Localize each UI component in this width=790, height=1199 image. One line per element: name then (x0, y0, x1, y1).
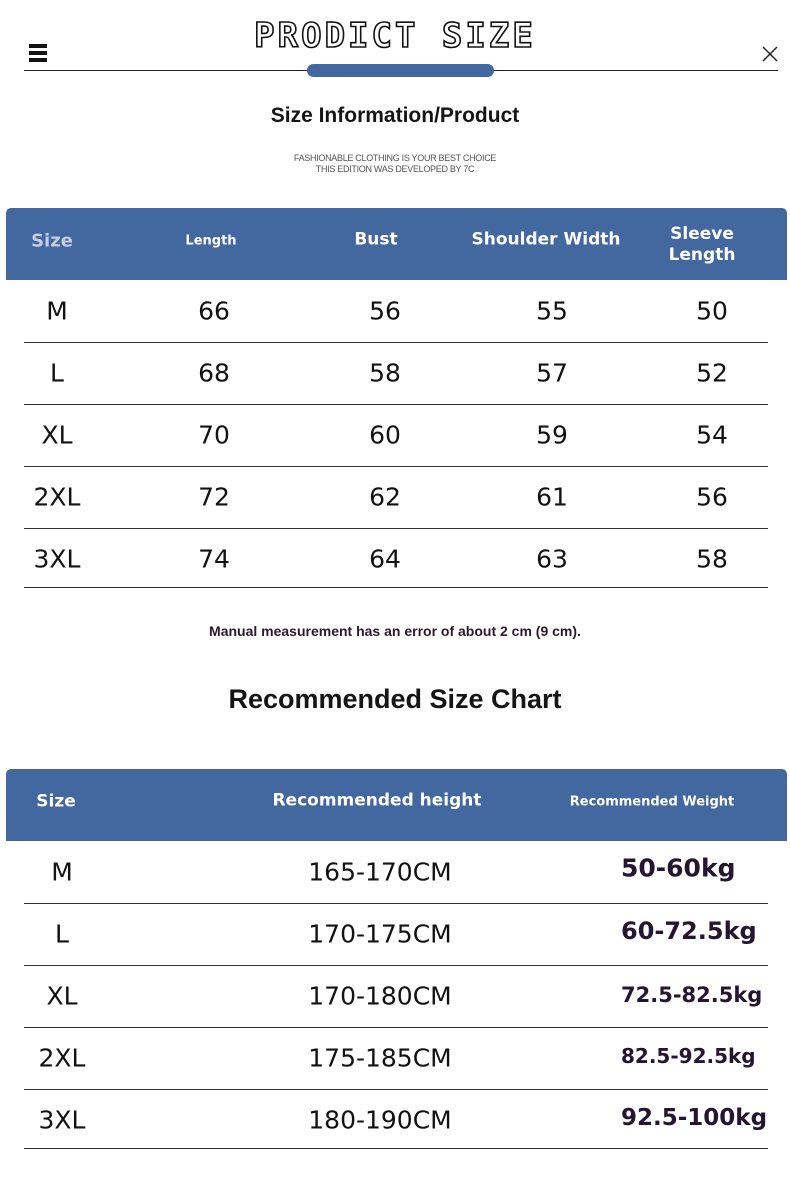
height-cell: 175-185CM (308, 1043, 452, 1073)
length-cell: 70 (198, 420, 230, 450)
header-recommended-height: Recommended height (272, 790, 482, 811)
page-title: PRODICT SIZE (254, 16, 536, 56)
bust-cell: 62 (369, 482, 401, 512)
height-cell: 170-180CM (308, 981, 452, 1011)
sleeve-cell: 56 (696, 482, 728, 512)
header-length: Length (185, 233, 237, 249)
shoulder-cell: 59 (536, 420, 568, 450)
length-cell: 74 (198, 544, 230, 574)
sleeve-cell: 52 (696, 358, 728, 388)
shoulder-cell: 57 (536, 358, 568, 388)
table-row (24, 1089, 768, 1149)
size-info-title: Size Information/Product (270, 104, 520, 127)
shoulder-cell: 63 (536, 544, 568, 574)
bust-cell: 64 (369, 544, 401, 574)
header-recommended-weight: Recommended Weight (569, 794, 735, 810)
header-size: Size (31, 230, 73, 252)
menu-icon[interactable] (29, 44, 47, 62)
size-cell: L (50, 358, 64, 388)
size-info-subtitle-1: FASHIONABLE CLOTHING IS YOUR BEST CHOICE (293, 153, 497, 163)
sleeve-cell: 54 (696, 420, 728, 450)
table-row (24, 965, 768, 1028)
height-cell: 170-175CM (308, 919, 452, 949)
size-cell: M (46, 296, 68, 326)
header-bust: Bust (354, 229, 398, 250)
sleeve-cell: 58 (696, 544, 728, 574)
length-cell: 72 (198, 482, 230, 512)
weight-cell: 60-72.5kg (621, 917, 757, 945)
size-cell: XL (46, 981, 78, 1011)
weight-cell: 72.5-82.5kg (621, 983, 763, 1007)
bust-cell: 60 (369, 420, 401, 450)
height-cell: 165-170CM (308, 857, 452, 887)
size-cell: 2XL (33, 482, 81, 512)
table-row (24, 841, 768, 904)
size-table-header (6, 208, 787, 280)
size-cell: 3XL (33, 544, 81, 574)
table-row (24, 1027, 768, 1090)
table-row (24, 528, 768, 588)
header-size: Size (36, 791, 76, 812)
size-info-subtitle-2: THIS EDITION WAS DEVELOPED BY 7C (315, 164, 475, 174)
weight-cell: 50-60kg (621, 853, 736, 883)
table-row (24, 342, 768, 405)
measurement-note: Manual measurement has an error of about 2 cm (9 cm). (209, 623, 581, 639)
sleeve-cell: 50 (696, 296, 728, 326)
bust-cell: 56 (369, 296, 401, 326)
close-icon[interactable] (761, 45, 779, 63)
size-cell: 3XL (38, 1105, 86, 1135)
header-accent-bar (307, 64, 494, 77)
length-cell: 68 (198, 358, 230, 388)
table-row (24, 466, 768, 529)
size-cell: 2XL (38, 1043, 86, 1073)
size-cell: M (51, 857, 73, 887)
recommended-title: Recommended Size Chart (228, 684, 562, 714)
header-shoulder-width: Shoulder Width (471, 229, 621, 250)
header-sleeve-length: Sleeve Length (668, 224, 736, 265)
size-cell: L (55, 919, 69, 949)
bust-cell: 58 (369, 358, 401, 388)
table-row (24, 903, 768, 966)
shoulder-cell: 55 (536, 296, 568, 326)
weight-cell: 92.5-100kg (621, 1105, 768, 1131)
table-row (24, 280, 768, 343)
shoulder-cell: 61 (536, 482, 568, 512)
table-row (24, 404, 768, 467)
recommended-table-header (6, 769, 787, 841)
size-cell: XL (41, 420, 73, 450)
weight-cell: 82.5-92.5kg (621, 1044, 756, 1068)
height-cell: 180-190CM (308, 1105, 452, 1135)
length-cell: 66 (198, 296, 230, 326)
